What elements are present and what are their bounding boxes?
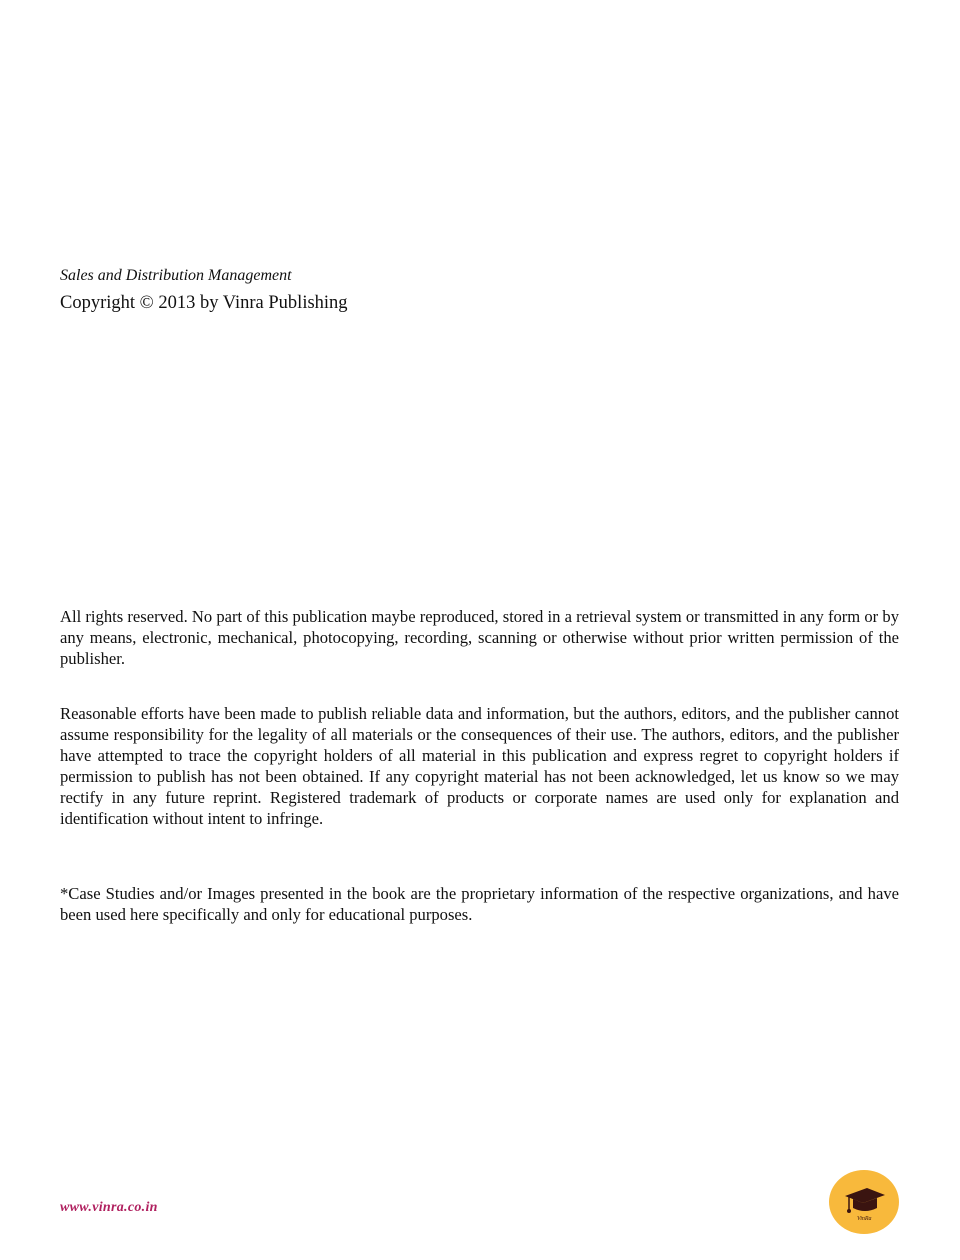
book-title: Sales and Distribution Management (60, 267, 292, 284)
case-studies-note: *Case Studies and/or Images presented in the book are the proprietary information of the respective organizations, and have been used here specifically and only for educational purposes. (60, 884, 899, 924)
publisher-logo (829, 1170, 899, 1234)
graduation-cap-icon (841, 1182, 887, 1222)
svg-text:VinRa: VinRa (857, 1216, 872, 1222)
copyright-line: Copyright © 2013 by Vinra Publishing (60, 293, 348, 313)
disclaimer-paragraph: Reasonable efforts have been made to publish reliable data and information, but the authors, editors, and the publisher cannot assume responsibility for the legality of all materials or the consequences of their use. The authors, editors, and the publisher have attempted to trace the copyright holders of all material in this publication and express regret to copyright holders if permission to publish has not been obtained. If any copyright material has not been acknowledged, let us know so we may rectify in any future reprint. Registered trademark of products or corporate names are used only for explanation and identification without intent to infringe. (60, 704, 899, 828)
rights-reserved-paragraph: All rights reserved. No part of this publication maybe reproduced, stored in a retrieval system or transmitted in any form or by any means, electronic, mechanical, photocopying, recording, scanning or otherwise without prior written permission of the publisher. (60, 607, 899, 668)
footer-website-link[interactable]: www.vinra.co.in (60, 1200, 158, 1215)
